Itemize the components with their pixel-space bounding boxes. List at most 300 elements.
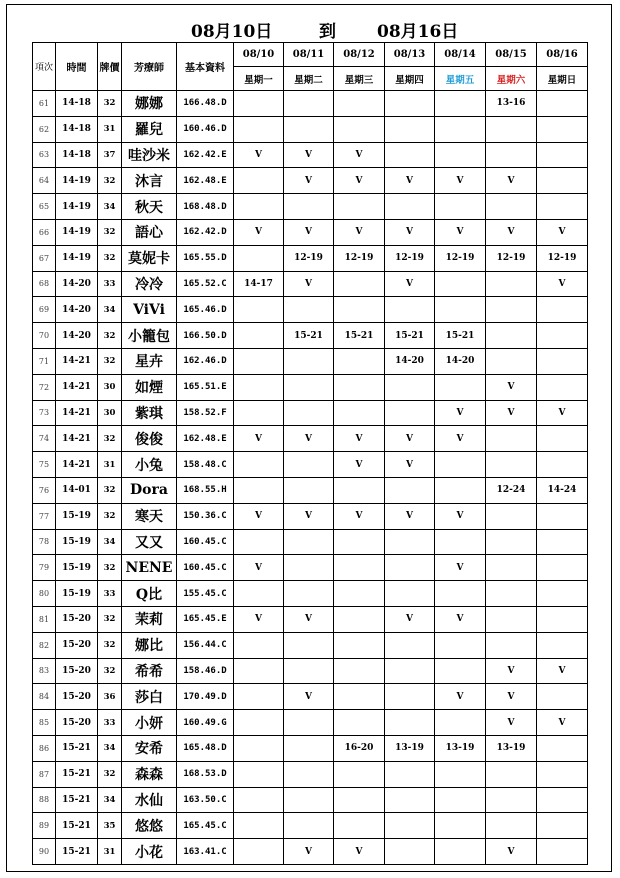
row-info-cell: 163.41.C [177, 839, 234, 865]
row-day-cell [537, 426, 588, 452]
row-day-cell [234, 839, 284, 865]
row-day-cell [334, 271, 385, 297]
row-info-cell: 162.42.E [177, 142, 234, 168]
row-price-cell: 32 [98, 761, 122, 787]
heading-end-date: 08月16日 [377, 22, 459, 42]
row-day-cell: 13-19 [435, 735, 486, 761]
row-day-cell [385, 761, 435, 787]
row-day-cell [334, 787, 385, 813]
row-name-cell: 紫琪 [122, 400, 177, 426]
table-row [33, 787, 588, 813]
row-day-cell: V [435, 426, 486, 452]
row-info-cell: 162.46.D [177, 348, 234, 374]
row-price-cell: 32 [98, 91, 122, 117]
row-day-cell [435, 142, 486, 168]
row-day-cell [435, 91, 486, 117]
row-info-cell: 160.46.D [177, 116, 234, 142]
row-name-cell: 悠悠 [122, 813, 177, 839]
row-day-cell [234, 374, 284, 400]
row-index-cell: 87 [33, 761, 56, 787]
row-day-cell [486, 529, 537, 555]
row-index-cell: 81 [33, 606, 56, 632]
table-row [33, 710, 588, 736]
col-header-info: 基本資料 [177, 43, 234, 91]
row-day-cell: V [537, 400, 588, 426]
row-day-cell: V [435, 503, 486, 529]
col-header-index: 項次 [33, 43, 56, 91]
row-day-cell: V [284, 168, 334, 194]
row-info-cell: 162.48.E [177, 168, 234, 194]
row-day-cell [284, 787, 334, 813]
table-row [33, 684, 588, 710]
row-day-cell [334, 91, 385, 117]
row-day-cell [234, 658, 284, 684]
table-row [33, 606, 588, 632]
row-index-cell: 62 [33, 116, 56, 142]
row-day-cell [435, 374, 486, 400]
row-day-cell: 13-19 [486, 735, 537, 761]
row-day-cell [435, 632, 486, 658]
row-day-cell [537, 91, 588, 117]
row-day-cell: 15-21 [385, 323, 435, 349]
row-hours-cell: 14-20 [56, 271, 98, 297]
table-row [33, 374, 588, 400]
row-day-cell [234, 632, 284, 658]
row-day-cell: V [334, 168, 385, 194]
col-header-date: 08/16 [537, 43, 588, 67]
row-day-cell [334, 297, 385, 323]
row-info-cell: 150.36.C [177, 503, 234, 529]
row-day-cell [234, 761, 284, 787]
row-hours-cell: 14-18 [56, 142, 98, 168]
row-day-cell [537, 503, 588, 529]
row-hours-cell: 14-20 [56, 323, 98, 349]
row-price-cell: 32 [98, 426, 122, 452]
row-day-cell: V [234, 503, 284, 529]
table-row [33, 297, 588, 323]
schedule-table [32, 42, 588, 865]
row-day-cell: 13-19 [385, 735, 435, 761]
row-day-cell: 12-19 [334, 245, 385, 271]
row-day-cell [486, 787, 537, 813]
row-info-cell: 162.42.D [177, 219, 234, 245]
row-day-cell [234, 297, 284, 323]
row-info-cell: 160.45.C [177, 555, 234, 581]
row-day-cell [284, 348, 334, 374]
row-index-cell: 71 [33, 348, 56, 374]
col-header-date: 08/15 [486, 43, 537, 67]
table-row [33, 529, 588, 555]
table-row [33, 426, 588, 452]
row-day-cell [537, 452, 588, 478]
row-hours-cell: 15-20 [56, 606, 98, 632]
schedule-sheet [6, 4, 612, 872]
table-row [33, 581, 588, 607]
row-name-cell: NENE [122, 555, 177, 581]
row-hours-cell: 14-19 [56, 168, 98, 194]
table-row [33, 813, 588, 839]
row-day-cell [334, 116, 385, 142]
row-hours-cell: 15-21 [56, 813, 98, 839]
row-day-cell [385, 142, 435, 168]
row-day-cell: V [284, 426, 334, 452]
row-day-cell: V [284, 684, 334, 710]
table-row [33, 91, 588, 117]
col-header-price: 牌價 [98, 43, 122, 91]
col-header-weekday: 星期日 [537, 67, 588, 91]
row-hours-cell: 15-20 [56, 632, 98, 658]
row-price-cell: 32 [98, 323, 122, 349]
row-price-cell: 33 [98, 710, 122, 736]
col-header-weekday-saturday: 星期六 [486, 67, 537, 91]
row-price-cell: 33 [98, 581, 122, 607]
row-info-cell: 165.51.E [177, 374, 234, 400]
row-day-cell: 13-16 [486, 91, 537, 117]
row-name-cell: 茉莉 [122, 606, 177, 632]
row-day-cell [385, 529, 435, 555]
row-name-cell: 又又 [122, 529, 177, 555]
row-day-cell: 12-19 [284, 245, 334, 271]
row-hours-cell: 15-21 [56, 787, 98, 813]
table-row [33, 735, 588, 761]
table-row [33, 839, 588, 865]
row-day-cell: V [486, 400, 537, 426]
row-info-cell: 168.55.H [177, 477, 234, 503]
row-index-cell: 73 [33, 400, 56, 426]
row-price-cell: 32 [98, 555, 122, 581]
row-day-cell: 15-21 [284, 323, 334, 349]
row-day-cell: 14-20 [385, 348, 435, 374]
row-name-cell: 水仙 [122, 787, 177, 813]
col-header-date: 08/13 [385, 43, 435, 67]
row-day-cell [234, 710, 284, 736]
row-day-cell [234, 813, 284, 839]
row-hours-cell: 15-20 [56, 684, 98, 710]
row-day-cell: 12-24 [486, 477, 537, 503]
row-index-cell: 64 [33, 168, 56, 194]
row-info-cell: 155.45.C [177, 581, 234, 607]
row-day-cell [486, 142, 537, 168]
row-day-cell: 12-19 [537, 245, 588, 271]
col-header-name: 芳療師 [122, 43, 177, 91]
row-price-cell: 32 [98, 348, 122, 374]
row-hours-cell: 14-18 [56, 91, 98, 117]
row-day-cell [435, 813, 486, 839]
row-day-cell [385, 684, 435, 710]
row-day-cell [537, 581, 588, 607]
row-info-cell: 168.53.D [177, 761, 234, 787]
row-name-cell: 希希 [122, 658, 177, 684]
row-price-cell: 32 [98, 477, 122, 503]
row-day-cell [385, 555, 435, 581]
row-day-cell [537, 529, 588, 555]
row-hours-cell: 15-21 [56, 839, 98, 865]
row-name-cell: 羅兒 [122, 116, 177, 142]
schedule-heading [7, 5, 611, 41]
table-row [33, 452, 588, 478]
row-price-cell: 30 [98, 400, 122, 426]
row-day-cell: V [284, 142, 334, 168]
row-day-cell [284, 452, 334, 478]
row-day-cell [334, 710, 385, 736]
row-day-cell [435, 787, 486, 813]
row-name-cell: 哇沙米 [122, 142, 177, 168]
row-day-cell: V [537, 271, 588, 297]
row-day-cell [284, 710, 334, 736]
heading-to: 到 [319, 22, 336, 42]
row-day-cell: V [234, 606, 284, 632]
row-name-cell: 小花 [122, 839, 177, 865]
row-day-cell [385, 91, 435, 117]
row-day-cell: V [284, 839, 334, 865]
row-price-cell: 31 [98, 839, 122, 865]
row-day-cell: V [385, 606, 435, 632]
row-day-cell [334, 374, 385, 400]
row-day-cell: V [284, 606, 334, 632]
row-info-cell: 166.48.D [177, 91, 234, 117]
row-day-cell [537, 839, 588, 865]
table-row [33, 219, 588, 245]
row-day-cell [486, 606, 537, 632]
row-day-cell: V [284, 271, 334, 297]
row-name-cell: Q比 [122, 581, 177, 607]
row-price-cell: 32 [98, 245, 122, 271]
row-day-cell [537, 684, 588, 710]
row-day-cell [435, 194, 486, 220]
row-day-cell: V [385, 271, 435, 297]
row-day-cell [234, 787, 284, 813]
row-day-cell: V [486, 374, 537, 400]
row-day-cell [486, 503, 537, 529]
row-hours-cell: 15-21 [56, 761, 98, 787]
row-day-cell: V [435, 400, 486, 426]
row-name-cell: 如煙 [122, 374, 177, 400]
row-day-cell: 15-21 [435, 323, 486, 349]
row-name-cell: 寒天 [122, 503, 177, 529]
row-price-cell: 35 [98, 813, 122, 839]
row-index-cell: 61 [33, 91, 56, 117]
row-price-cell: 32 [98, 632, 122, 658]
row-day-cell [486, 297, 537, 323]
row-day-cell [385, 400, 435, 426]
row-hours-cell: 15-21 [56, 735, 98, 761]
row-day-cell [334, 477, 385, 503]
row-day-cell: V [334, 219, 385, 245]
row-hours-cell: 15-19 [56, 581, 98, 607]
row-day-cell: V [334, 452, 385, 478]
row-day-cell [537, 606, 588, 632]
row-hours-cell: 14-21 [56, 374, 98, 400]
row-day-cell: V [334, 426, 385, 452]
row-day-cell [385, 658, 435, 684]
row-index-cell: 86 [33, 735, 56, 761]
row-info-cell: 165.46.D [177, 297, 234, 323]
row-hours-cell: 15-20 [56, 658, 98, 684]
row-day-cell: V [537, 710, 588, 736]
row-info-cell: 165.48.D [177, 735, 234, 761]
row-day-cell: V [385, 503, 435, 529]
row-index-cell: 90 [33, 839, 56, 865]
row-day-cell [334, 400, 385, 426]
row-day-cell [537, 348, 588, 374]
row-day-cell [234, 116, 284, 142]
row-price-cell: 34 [98, 735, 122, 761]
row-hours-cell: 14-19 [56, 219, 98, 245]
row-day-cell [486, 116, 537, 142]
row-day-cell [284, 194, 334, 220]
row-day-cell [435, 839, 486, 865]
row-index-cell: 84 [33, 684, 56, 710]
row-day-cell: V [334, 503, 385, 529]
row-price-cell: 32 [98, 219, 122, 245]
row-info-cell: 162.48.E [177, 426, 234, 452]
heading-start-date: 08月10日 [191, 22, 273, 42]
row-info-cell: 168.48.D [177, 194, 234, 220]
row-day-cell: V [537, 219, 588, 245]
row-price-cell: 32 [98, 658, 122, 684]
row-day-cell [537, 297, 588, 323]
col-header-date: 08/14 [435, 43, 486, 67]
row-info-cell: 158.46.D [177, 658, 234, 684]
row-price-cell: 32 [98, 503, 122, 529]
table-row [33, 503, 588, 529]
row-info-cell: 158.52.F [177, 400, 234, 426]
row-info-cell: 156.44.C [177, 632, 234, 658]
row-day-cell [435, 529, 486, 555]
row-day-cell [234, 477, 284, 503]
row-day-cell [435, 271, 486, 297]
row-day-cell [385, 194, 435, 220]
row-day-cell: 15-21 [334, 323, 385, 349]
table-row [33, 142, 588, 168]
row-info-cell: 165.45.C [177, 813, 234, 839]
row-day-cell [435, 452, 486, 478]
row-info-cell: 170.49.D [177, 684, 234, 710]
row-hours-cell: 14-21 [56, 452, 98, 478]
row-info-cell: 160.49.G [177, 710, 234, 736]
row-day-cell [284, 813, 334, 839]
row-index-cell: 78 [33, 529, 56, 555]
row-day-cell: V [334, 839, 385, 865]
row-day-cell [284, 555, 334, 581]
row-day-cell [234, 529, 284, 555]
row-day-cell [385, 787, 435, 813]
row-day-cell [334, 813, 385, 839]
row-index-cell: 83 [33, 658, 56, 684]
row-day-cell [486, 761, 537, 787]
table-row [33, 761, 588, 787]
row-day-cell [284, 374, 334, 400]
row-day-cell [537, 555, 588, 581]
row-day-cell: V [486, 219, 537, 245]
header-row-dates [33, 43, 588, 67]
row-price-cell: 34 [98, 194, 122, 220]
row-day-cell [385, 710, 435, 736]
row-day-cell [486, 271, 537, 297]
row-day-cell [234, 452, 284, 478]
row-day-cell [486, 348, 537, 374]
row-day-cell [537, 116, 588, 142]
row-info-cell: 165.52.C [177, 271, 234, 297]
row-index-cell: 70 [33, 323, 56, 349]
row-hours-cell: 15-19 [56, 555, 98, 581]
row-day-cell [234, 735, 284, 761]
table-row [33, 271, 588, 297]
row-price-cell: 32 [98, 168, 122, 194]
row-hours-cell: 14-21 [56, 400, 98, 426]
row-name-cell: ViVi [122, 297, 177, 323]
row-day-cell: 14-20 [435, 348, 486, 374]
row-index-cell: 68 [33, 271, 56, 297]
row-day-cell: V [537, 658, 588, 684]
row-name-cell: 冷冷 [122, 271, 177, 297]
row-day-cell [537, 194, 588, 220]
row-day-cell [385, 477, 435, 503]
table-row [33, 400, 588, 426]
table-row [33, 168, 588, 194]
row-index-cell: 79 [33, 555, 56, 581]
table-row [33, 632, 588, 658]
row-day-cell [334, 658, 385, 684]
row-day-cell: V [486, 658, 537, 684]
row-day-cell [284, 529, 334, 555]
row-day-cell [486, 555, 537, 581]
row-day-cell [537, 787, 588, 813]
row-day-cell: V [234, 142, 284, 168]
row-name-cell: 娜娜 [122, 91, 177, 117]
row-name-cell: 森森 [122, 761, 177, 787]
row-day-cell: V [435, 606, 486, 632]
row-day-cell [385, 839, 435, 865]
row-day-cell [234, 245, 284, 271]
row-day-cell: 12-19 [486, 245, 537, 271]
row-day-cell: V [385, 168, 435, 194]
row-index-cell: 76 [33, 477, 56, 503]
row-day-cell [334, 348, 385, 374]
row-name-cell: 莫妮卡 [122, 245, 177, 271]
row-day-cell: V [234, 219, 284, 245]
row-day-cell: V [284, 503, 334, 529]
row-hours-cell: 14-19 [56, 194, 98, 220]
row-index-cell: 89 [33, 813, 56, 839]
row-day-cell: V [486, 710, 537, 736]
row-price-cell: 34 [98, 297, 122, 323]
row-day-cell: V [435, 168, 486, 194]
row-hours-cell: 15-19 [56, 529, 98, 555]
row-info-cell: 163.50.C [177, 787, 234, 813]
row-hours-cell: 14-21 [56, 426, 98, 452]
row-day-cell [234, 400, 284, 426]
schedule-body [33, 91, 588, 865]
row-day-cell: 12-19 [385, 245, 435, 271]
row-day-cell [486, 194, 537, 220]
row-day-cell [234, 581, 284, 607]
row-day-cell [537, 761, 588, 787]
row-day-cell [435, 761, 486, 787]
row-info-cell: 165.45.E [177, 606, 234, 632]
row-price-cell: 32 [98, 606, 122, 632]
row-price-cell: 34 [98, 529, 122, 555]
row-hours-cell: 14-20 [56, 297, 98, 323]
row-day-cell [284, 477, 334, 503]
row-day-cell [334, 761, 385, 787]
row-day-cell [486, 813, 537, 839]
row-index-cell: 67 [33, 245, 56, 271]
row-price-cell: 34 [98, 787, 122, 813]
col-header-weekday: 星期一 [234, 67, 284, 91]
row-day-cell [284, 632, 334, 658]
row-price-cell: 37 [98, 142, 122, 168]
